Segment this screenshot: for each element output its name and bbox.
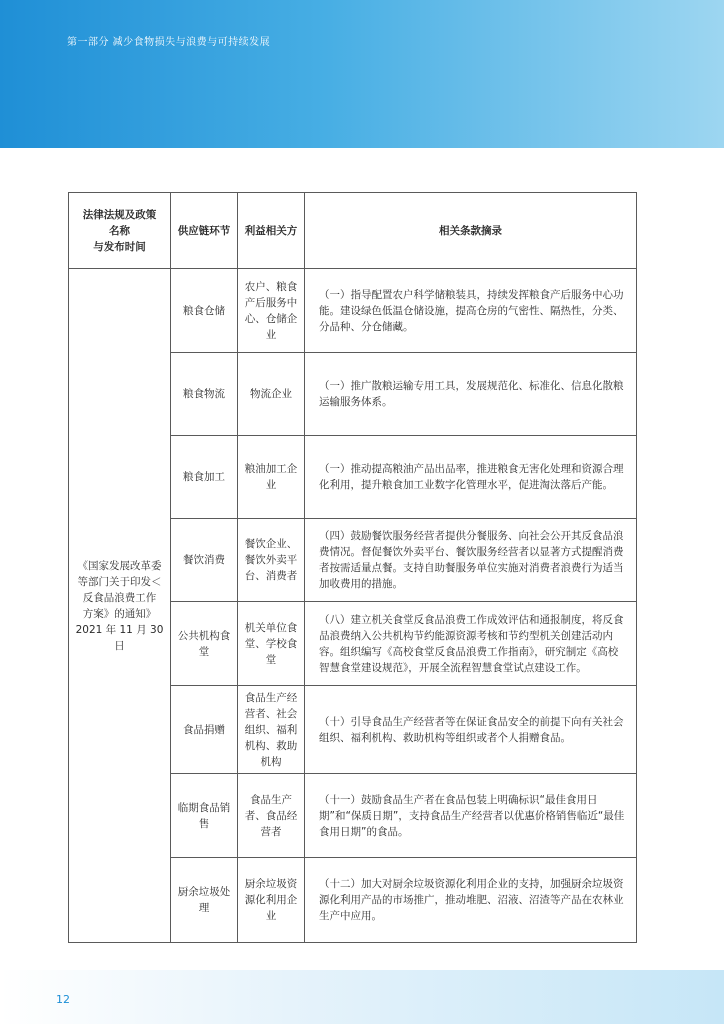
document-line: 方案》的通知》 bbox=[82, 607, 157, 620]
stage-cell: 临期食品销售 bbox=[171, 774, 238, 858]
clause-cell: （十二）加大对厨余垃圾资源化利用企业的支持，加强厨余垃圾资源化利用产品的市场推广，推动堆肥、沼液、沼渣等产品在农林业生产中应用。 bbox=[305, 858, 637, 943]
header-law-line1: 法律法规及政策 bbox=[82, 208, 157, 221]
table-header-row bbox=[69, 193, 637, 269]
header-law-name bbox=[69, 193, 171, 269]
party-cell: 餐饮企业、餐饮外卖平台、消费者 bbox=[238, 519, 305, 602]
clause-cell: （十）引导食品生产经营者等在保证食品安全的前提下向有关社会组织、福利机构、救助机构等组织或者个人捐赠食品。 bbox=[305, 686, 637, 774]
stage-cell: 粮食仓储 bbox=[171, 269, 238, 353]
party-cell: 食品生产经营者、社会组织、福利机构、救助机构 bbox=[238, 686, 305, 774]
section-title: 第一部分 减少食物损失与浪费与可持续发展 bbox=[67, 37, 271, 48]
party-cell: 厨余垃圾资源化利用企业 bbox=[238, 858, 305, 943]
document-line: 等部门关于印发＜ bbox=[77, 575, 162, 588]
party-cell: 食品生产者、食品经营者 bbox=[238, 774, 305, 858]
clause-cell: （一）推广散粮运输专用工具，发展规范化、标准化、信息化散粮运输服务体系。 bbox=[305, 353, 637, 436]
policy-table bbox=[68, 192, 637, 943]
policy-document-cell bbox=[69, 269, 171, 943]
party-cell: 粮油加工企业 bbox=[238, 436, 305, 519]
stage-cell: 厨余垃圾处理 bbox=[171, 858, 238, 943]
stage-cell: 食品捐赠 bbox=[171, 686, 238, 774]
stage-cell: 粮食加工 bbox=[171, 436, 238, 519]
page-number: 12 bbox=[56, 993, 70, 1006]
party-cell: 机关单位食堂、学校食堂 bbox=[238, 602, 305, 686]
header-party: 利益相关方 bbox=[238, 193, 305, 269]
header-stage: 供应链环节 bbox=[171, 193, 238, 269]
clause-cell: （八）建立机关食堂反食品浪费工作成效评估和通报制度，将反食品浪费纳入公共机构节约能源资源考核和节约型机关创建活动内容。组织编写《高校食堂反食品浪费工作指南》，研究制定《高校智慧食堂建设规范》，开展全流程智慧食堂试点建设工作。 bbox=[305, 602, 637, 686]
clause-cell: （一）推动提高粮油产品出品率，推进粮食无害化处理和资源合理化利用，提升粮食加工业数字化管理水平，促进淘汰落后产能。 bbox=[305, 436, 637, 519]
header-banner bbox=[0, 0, 724, 148]
clause-cell: （四）鼓励餐饮服务经营者提供分餐服务、向社会公开其反食品浪费情况。督促餐饮外卖平台、餐饮服务经营者以显著方式提醒消费者按需适量点餐。支持自助餐服务单位实施对消费者浪费行为适当加收费用的措施。 bbox=[305, 519, 637, 602]
header-clause: 相关条款摘录 bbox=[305, 193, 637, 269]
clause-cell: （十一）鼓励食品生产者在食品包装上明确标识“最佳食用日期”和“保质日期”，支持食品生产经营者以优惠价格销售临近“最佳食用日期”的食品。 bbox=[305, 774, 637, 858]
party-cell: 农户、粮食产后服务中心、仓储企业 bbox=[238, 269, 305, 353]
publish-date: 2021 年 11 月 30 日 bbox=[75, 623, 164, 652]
stage-cell: 餐饮消费 bbox=[171, 519, 238, 602]
clause-cell: （一）指导配置农户科学储粮装具，持续发挥粮食产后服务中心功能。建设绿色低温仓储设施，提高仓房的气密性、隔热性，分类、分品种、分仓储藏。 bbox=[305, 269, 637, 353]
header-law-line2: 名称 bbox=[109, 224, 130, 237]
party-cell: 物流企业 bbox=[238, 353, 305, 436]
header-law-line3: 与发布时间 bbox=[93, 240, 146, 253]
table-row bbox=[69, 269, 637, 353]
stage-cell: 公共机构食堂 bbox=[171, 602, 238, 686]
stage-cell: 粮食物流 bbox=[171, 353, 238, 436]
document-line: 《国家发展改革委 bbox=[77, 559, 162, 572]
document-line: 反食品浪费工作 bbox=[82, 591, 157, 604]
footer-band bbox=[0, 970, 724, 1024]
